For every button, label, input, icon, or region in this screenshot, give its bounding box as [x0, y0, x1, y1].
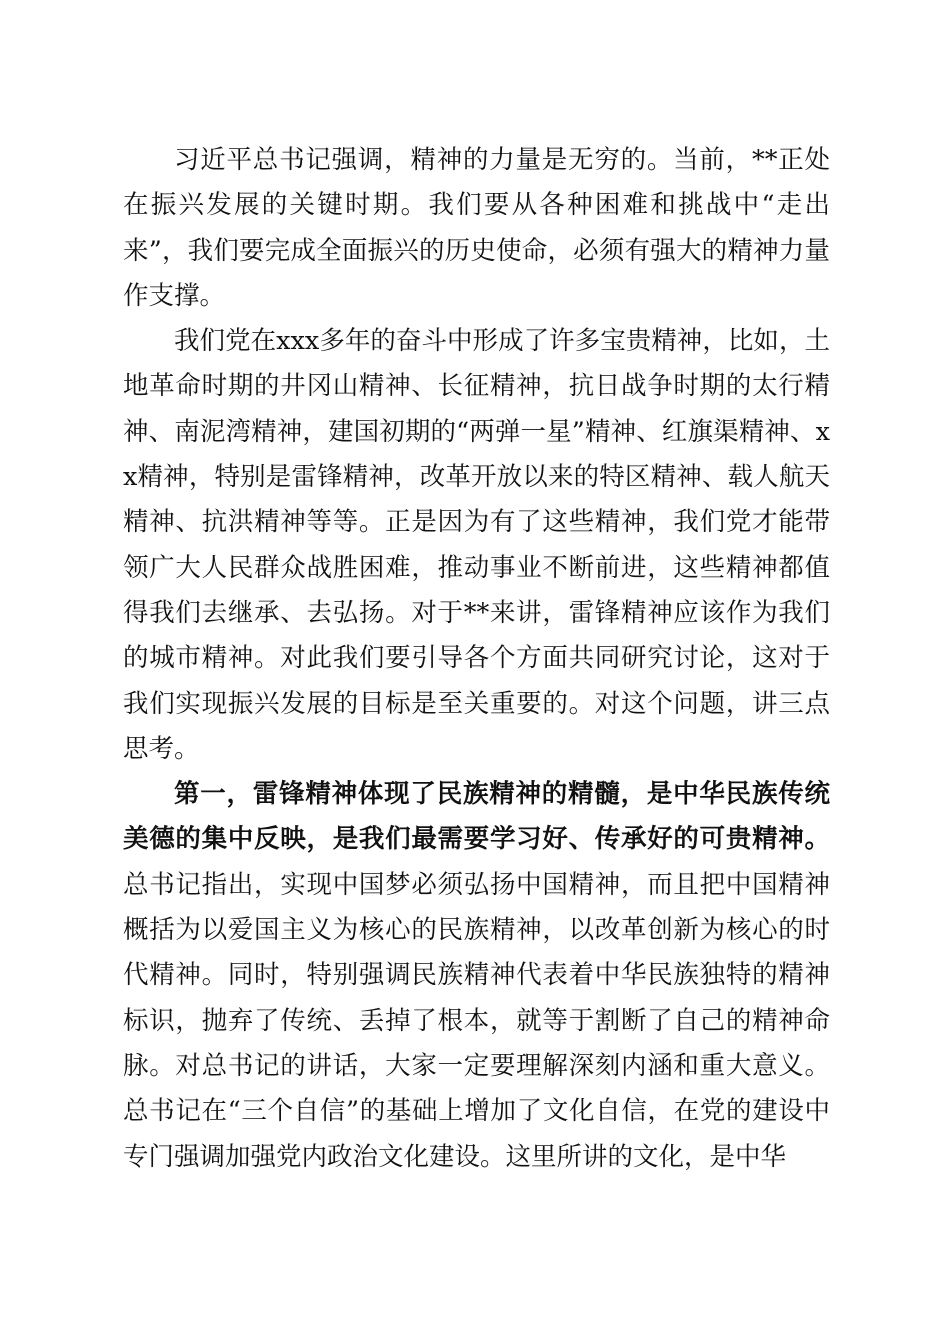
paragraph-3-lead: 第一，雷锋精神体现了民族精神的精髓，是中华民族传统美德的集中反映，是我们最需要学习好、传承好的可贵精神。 [123, 779, 830, 855]
paragraph-1 [123, 138, 830, 319]
paragraph-2 [123, 319, 830, 772]
document-body [123, 138, 830, 1180]
paragraph-2-text: 我们党在xxx多年的奋斗中形成了许多宝贵精神，比如，土地革命时期的井冈山精神、长征精神，抗日战争时期的太行精神、南泥湾精神，建国初期的“两弹一星”精神、红旗渠精神、xx精神，特别是雷锋精神，改革开放以来的特区精神、载人航天精神、抗洪精神等等。正是因为有了这些精神，我们党才能带领广大人民群众战胜困难，推动事业不断前进，这些精神都值得我们去继承、去弘扬。对于**来讲，雷锋精神应该作为我们的城市精神。对此我们要引导各个方面共同研究讨论，这对于我们实现振兴发展的目标是至关重要的。对这个问题，讲三点思考。 [123, 326, 830, 764]
paragraph-3-text: 总书记指出，实现中国梦必须弘扬中国精神，而且把中国精神概括为以爱国主义为核心的民族精神，以改革创新为核心的时代精神。同时，特别强调民族精神代表着中华民族独特的精神标识，抛弃了传统、丢掉了根本，就等于割断了自己的精神命脉。对总书记的讲话，大家一定要理解深刻内涵和重大意义。总书记在“三个自信”的基础上增加了文化自信，在党的建设中专门强调加强党内政治文化建设。这里所讲的文化，是中华 [123, 869, 830, 1172]
paragraph-1-text: 习近平总书记强调，精神的力量是无穷的。当前，**正处在振兴发展的关键时期。我们要从各种困难和挑战中“走出来”，我们要完成全面振兴的历史使命，必须有强大的精神力量作支撑。 [123, 145, 830, 311]
paragraph-3 [123, 772, 830, 1180]
